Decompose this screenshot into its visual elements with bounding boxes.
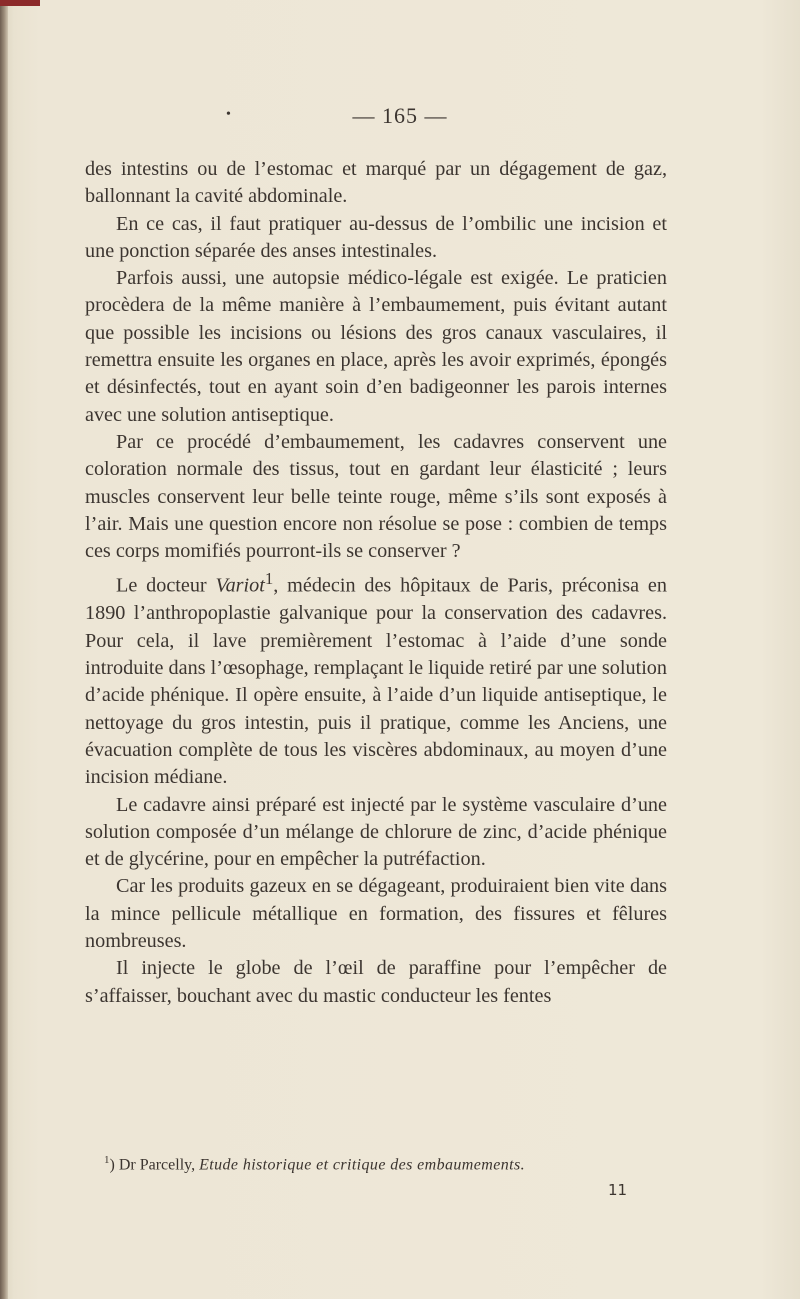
paragraph-continued: des intestins ou de l’estomac et marqué par un dégagement de gaz, ballonnant la cavité abdominale. (85, 158, 667, 208)
page-binding-edge (0, 0, 8, 1299)
paragraph: En ce cas, il faut pratiquer au-dessus de l’ombilic une incision et une ponction séparée des anses intestinales. (85, 212, 667, 262)
person-name: Variot (215, 575, 265, 598)
paragraph-lead: Le docteur (116, 575, 216, 598)
signature-mark: 11 (608, 1181, 628, 1199)
footnote-marker: 1 (104, 1154, 110, 1166)
footnote-ref: 1 (264, 569, 274, 589)
page-header (0, 103, 800, 129)
footnote (104, 1149, 664, 1176)
paragraph: Par ce procédé d’embaumement, les cadavres conservent une coloration normale des tissus, tout en gardant leur élasticité ; leurs muscles conservent leur belle teinte rouge, même s’ils sont exposés à l’air. Mais une question encore non résolue se pose : combien de temps ces corps momifiés pourront-ils se conserver ? (85, 430, 667, 563)
binding-red-mark (0, 0, 40, 6)
body-text (85, 156, 667, 1010)
paragraph-variot (85, 565, 667, 791)
header-dot: • (226, 107, 232, 122)
paragraph: Car les produits gazeux en se dégageant, produiraient bien vite dans la mince pellicule métallique en formation, des fissures et fêlures nombreuses. (85, 875, 667, 953)
paragraph-rest: , médecin des hôpitaux de Paris, préconisa en 1890 l’anthropoplastie galvanique pour la conservation des cadavres. Pour cela, il lave premièrement l’estomac à l’aide d’une sonde introduite dans l’œsophage, remplaçant le liquide retiré par une solution d’acide phénique. Il opère ensuite, à l’aide d’un liquide antiseptique, le nettoyage du gros intestin, puis il pratique, comme les Anciens, une évacuation complète de tous les viscères abdominaux, au moyen d’une incision médiane. (85, 575, 667, 789)
footnote-paren: ) (109, 1156, 115, 1174)
paragraph: Le cadavre ainsi préparé est injecté par le système vasculaire d’une solution composée d’un mélange de chlorure de zinc, d’acide phénique et de glycérine, pour en empêcher la putréfaction. (85, 793, 667, 871)
footnote-author: Dr Parcelly, (118, 1156, 196, 1174)
footnote-title: Etude historique et critique des embaumements. (199, 1156, 525, 1174)
paragraph: Il injecte le globe de l’œil de paraffine pour l’empêcher de s’affaisser, bouchant avec du mastic conducteur les fentes (85, 957, 667, 1007)
paragraph: Parfois aussi, une autopsie médico-légale est exigée. Le praticien procèdera de la même manière à l’embaumement, puis évitant autant que possible les incisions ou lésions des gros canaux vasculaires, il remettra ensuite les organes en place, après les avoir exprimés, épongés et désinfectés, tout en ayant soin d’en badigeonner les parois internes avec une solution antiseptique. (85, 267, 667, 426)
page-number: — 165 — (352, 103, 448, 128)
